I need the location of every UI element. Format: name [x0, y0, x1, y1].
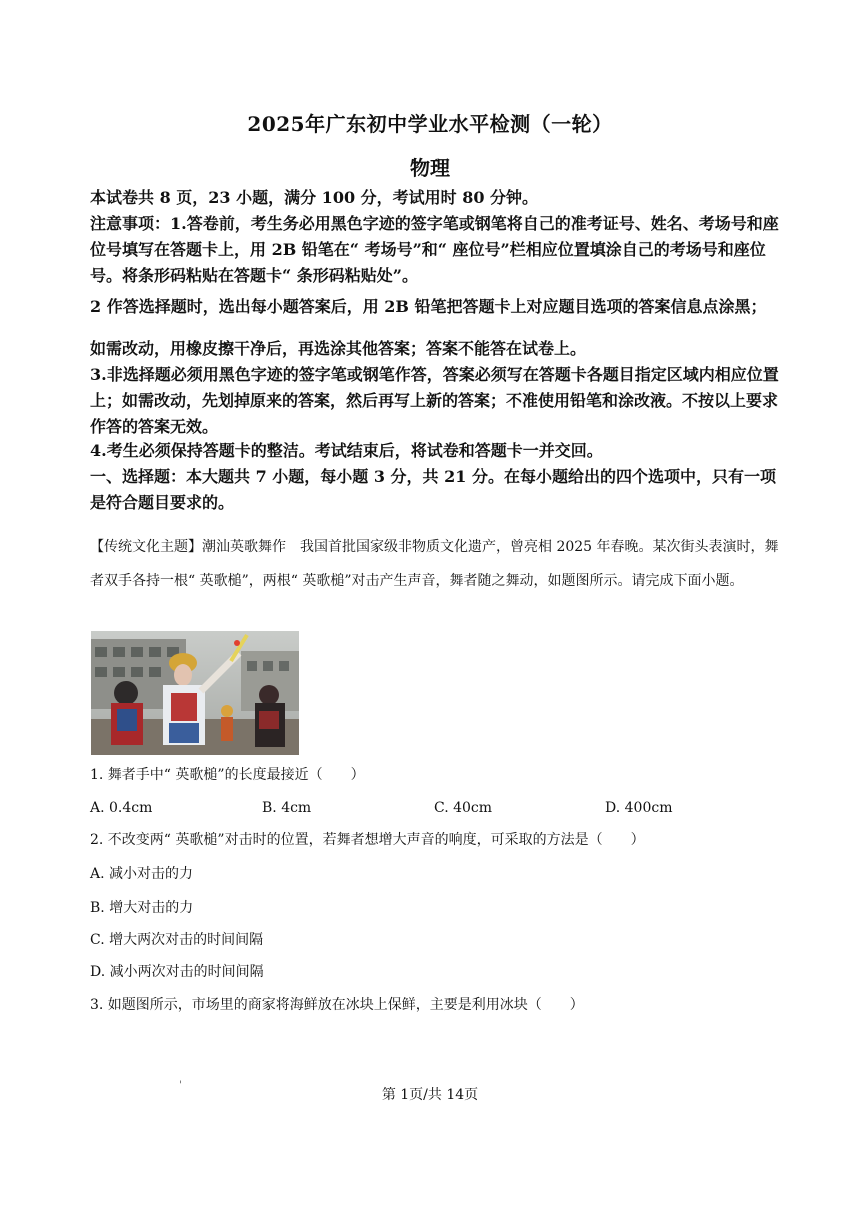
question-2-stem: 2. 不改变两“ 英歌槌”对击时的位置，若舞者想增大声音的响度，可采取的方法是（ ） [90, 832, 645, 848]
question-3-stem: 3. 如题图所示，市场里的商家将海鲜放在冰块上保鲜，主要是利用冰块（ ） [90, 997, 584, 1013]
q2-option-d: D. 减小两次对击的时间间隔 [90, 964, 264, 980]
page-number: 第 1页/共 14页 [381, 1087, 479, 1103]
notice-2a: 2 作答选择题时，选出每小题答案后，用 2B 铅笔把答题卡上对应题目选项的答案信息点涂黑； [90, 297, 767, 316]
q1-option-c: C. 40cm [434, 800, 493, 816]
notice-4: 4.考生必须保持答题卡的整洁。考试结束后，将试卷和答题卡一并交回。 [90, 441, 603, 460]
section-1-heading: 一、选择题：本大题共 7 小题，每小题 3 分，共 21 分。在每小题给出的四个选项中，只有一项是符合题目要求的。 [90, 467, 776, 512]
q2-option-c: C. 增大两次对击的时间间隔 [90, 932, 264, 948]
exam-intro: 本试卷共 8 页，23 小题，满分 100 分，考试用时 80 分钟。 [90, 188, 539, 207]
question-1-stem: 1. 舞者手中“ 英歌槌”的长度最接近（ ） [90, 767, 365, 783]
theme-paragraph: 【传统文化主题】潮汕英歌舞作 我国首批国家级非物质文化遗产，曾亮相 2025 年春晚。某次街头表演时，舞者双手各持一根“ 英歌槌”，两根“ 英歌槌”对击产生声音，舞者随之舞动，如题图所示。请完成下面小题。 [90, 539, 779, 589]
notice-2b: 如需改动，用橡皮擦干净后，再选涂其他答案；答案不能答在试卷上。 [90, 339, 587, 358]
notice-1: 注意事项：1.答卷前，考生务必用黑色字迹的签字笔或钢笔将自己的准考证号、姓名、考场号和座位号填写在答题卡上，用 2B 铅笔在“ 考场号”和“ 座位号”栏相应位置填涂自己的考场号和座位号。将条形码粘贴在答题卡“ 条形码粘贴处”。 [90, 214, 779, 285]
subject-title: 物理 [410, 156, 450, 180]
q2-option-b: B. 增大对击的力 [90, 900, 194, 916]
footer-mark: ' [179, 1080, 182, 1091]
q1-option-d: D. 400cm [605, 800, 673, 816]
exam-title: 2025年广东初中学业水平检测（一轮） [247, 112, 613, 136]
q1-option-b: B. 4cm [262, 800, 312, 816]
yingge-dance-photo [91, 631, 299, 755]
q1-option-a: A. 0.4cm [90, 800, 153, 816]
q2-option-a: A. 减小对击的力 [90, 866, 194, 882]
notice-3: 3.非选择题必须用黑色字迹的签字笔或钢笔作答，答案必须写在答题卡各题目指定区域内相应位置上；如需改动，先划掉原来的答案，然后再写上新的答案；不准使用铅笔和涂改液。不按以上要求作答的答案无效。 [90, 365, 779, 436]
